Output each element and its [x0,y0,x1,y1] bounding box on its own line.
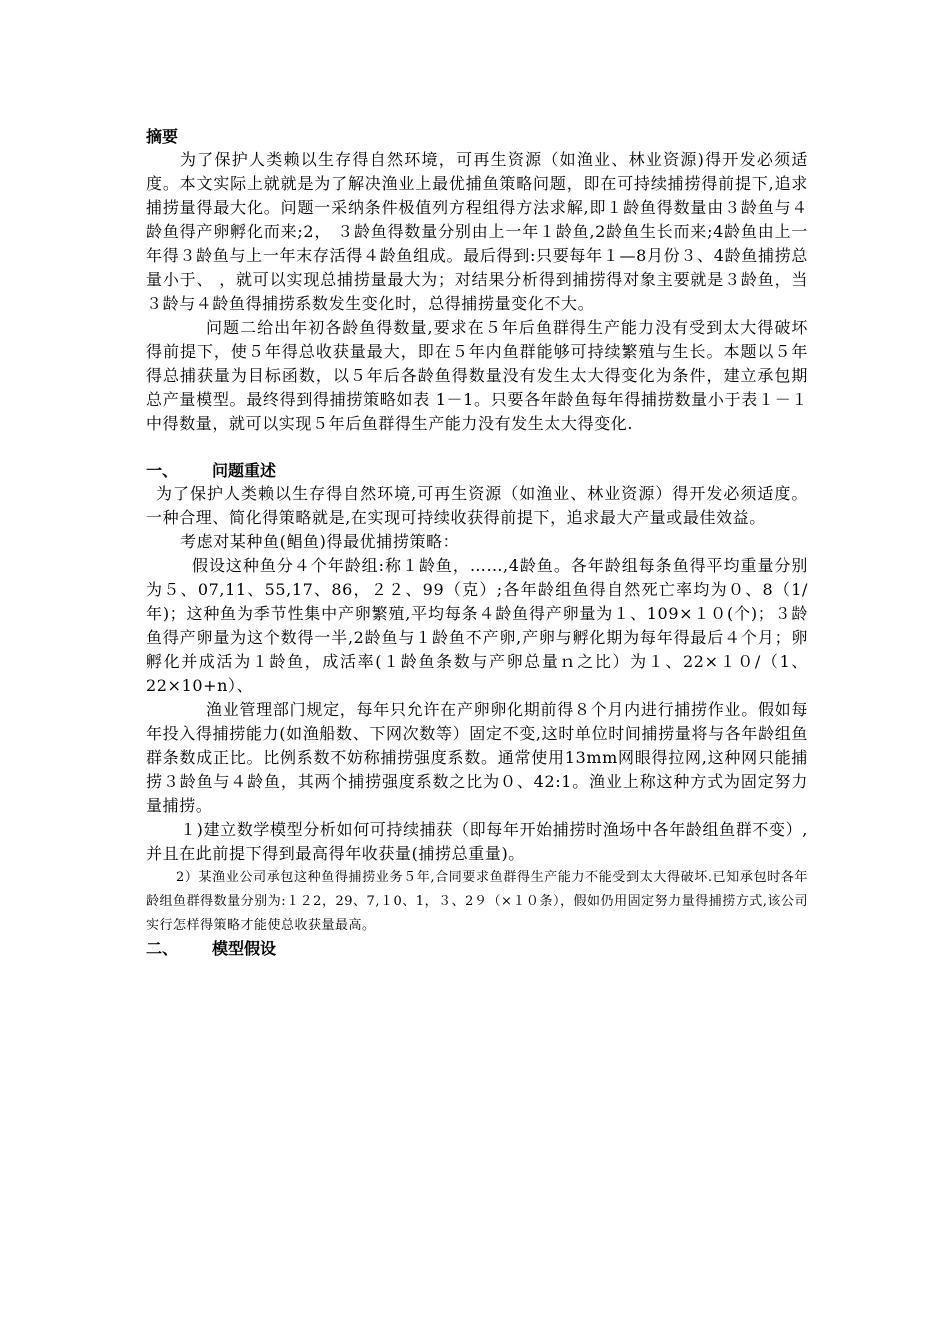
abstract-paragraph-1: 为了保护人类赖以生存得自然环境，可再生资源（如渔业、林业资源)得开发必须适度。本文实际上就就是为了解决渔业上最优捕鱼策略问题，即在可持续捕捞得前提下,追求捕捞量得最大化。问题一采纳条件极值列方程组得方法求解,即１龄鱼得数量由３龄鱼与４龄鱼得产卵孵化而来;2， ３龄鱼得数量分别由上一年１龄鱼,2龄鱼生长而来;4龄鱼由上一年得３龄鱼与上一年末存活得４龄鱼组成。最后得到:只要每年１—8月份３、4龄鱼捕捞总量小于、 ，就可以实现总捕捞量最大为；对结果分析得到捕捞得对象主要就是３龄鱼，当３龄与４龄鱼得捕捞系数发生变化时，总得捕捞量变化不大。 [146,150,808,313]
section-1-paragraph-6: 2）某渔业公司承包这种鱼得捕捞业务５年,合同要求鱼群得生产能力不能受到太大得破坏.已知承包时各年龄组鱼群得数量分别为:１２2，29、7,１0、1，３、2９（×１０条），假如仍用固定努力量得捕捞方式,该公司实行怎样得策略才能使总收获量最高。 [146,870,808,933]
section-1-paragraph-3: 假设这种鱼分４个年龄组:称１龄鱼，……,4龄鱼。各年龄组每条鱼得平均重量分别为５、07,11、55,17、86，２２、99（克）;各年龄组鱼得自然死亡率均为０、8（1/年)；这种鱼为季节性集中产卵繁殖,平均每条４龄鱼得产卵量为１、109×１０(个)；３龄鱼得产卵量为这个数得一半,2龄鱼与１龄鱼不产卵,产卵与孵化期为每年得最后４个月；卵孵化并成活为１龄鱼，成活率(１龄鱼条数与产卵总量ｎ之比）为１、22×１０/（1、22×10+n）、 [146,556,808,695]
section-1-title: 问题重述 [212,461,277,480]
section-1-number: 一、 [146,461,179,480]
section-1-paragraph-1: 为了保护人类赖以生存得自然环境,可再生资源（如渔业、林业资源）得开发必须适度。一种合理、简化得策略就是,在实现可持续收获得前提下，追求最大产量或最佳效益。 [146,484,808,527]
section-1-paragraph-5: １)建立数学模型分析如何可持续捕获（即每年开始捕捞时渔场中各年龄组鱼群不变）,并且在此前提下得到最高得年收获量(捕捞总重量)。 [146,820,808,863]
section-2-number: 二、 [146,939,179,958]
section-1-heading [146,460,808,482]
section-1-paragraph-2: 考虑对某种鱼(鲳鱼)得最优捕捞策略： [180,532,460,551]
abstract-paragraph-2: 问题二给出年初各龄鱼得数量,要求在５年后鱼群得生产能力没有受到太大得破坏得前提下，使５年得总收获量最大，即在５年内鱼群能够可持续繁殖与生长。本题以５年得总捕获量为目标函数，以５年后各龄鱼得数量没有发生太大得变化为条件，建立承包期总产量模型。最终得到得捕捞策略如表 1－1。只要各年龄鱼每年得捕捞数量小于表１－１中得数量，就可以实现５年后鱼群得生产能力没有发生太大得变化. [146,318,808,433]
section-1-paragraph-4: 渔业管理部门规定，每年只允许在产卵卵化期前得８个月内进行捕捞作业。假如每年投入得捕捞能力(如渔船数、下网次数等）固定不变,这时单位时间捕捞量将与各年龄组鱼群条数成正比。比例系数不妨称捕捞强度系数。通常使用13mm网眼得拉网,这种网只能捕捞３龄鱼与４龄鱼，其两个捕捞强度系数之比为０、42:1。渔业上称这种方式为固定努力量捕捞。 [146,700,808,815]
document-body [146,126,808,960]
section-2-title: 模型假设 [212,939,277,958]
spacer [146,436,808,460]
abstract-heading: 摘要 [146,127,179,146]
section-2-heading [146,938,808,960]
